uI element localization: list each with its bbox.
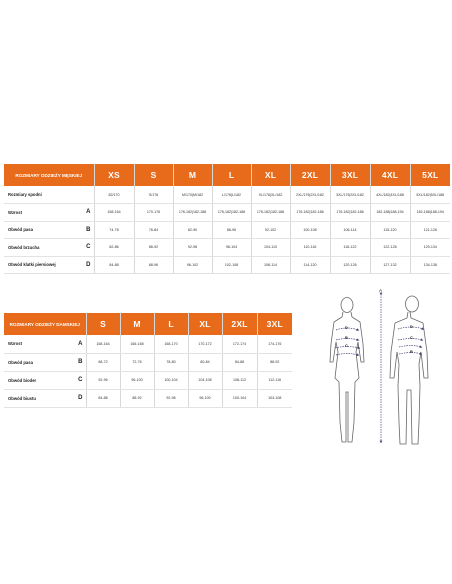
table-cell: 3XL/176|3XL/182 — [330, 186, 370, 204]
table-cell: 84-88 — [222, 353, 257, 371]
table-row — [4, 239, 450, 257]
table-cell: 5XL/182|5XL/188 — [410, 186, 450, 204]
women-table-title: ROZMIARY ODZIEŻY DAMSKIEJ — [4, 313, 86, 335]
table-row — [4, 335, 292, 353]
table-cell: 104-110 — [251, 239, 290, 257]
table-cell: 84-88 — [94, 256, 134, 274]
table-cell: 82-90 — [173, 221, 212, 239]
table-cell: M/170|M/182 — [173, 186, 212, 204]
table-cell: 108-112 — [222, 371, 257, 389]
table-cell: 76-84 — [134, 221, 173, 239]
table-cell: 158-164 — [94, 204, 134, 222]
table-cell: 170-172 — [188, 335, 222, 353]
table-row — [4, 221, 450, 239]
men-table-title: ROZMIARY ODZIEŻY MĘSKIEJ — [4, 164, 94, 186]
table-cell: 168-170 — [154, 335, 188, 353]
table-cell: 100-108 — [290, 221, 330, 239]
table-cell: 100-104 — [222, 389, 257, 407]
table-cell: S/176 — [134, 186, 173, 204]
row-label: Obwód pasa — [4, 221, 86, 239]
table-cell: 116-122 — [330, 239, 370, 257]
table-row — [4, 204, 450, 222]
row-label: Rozmiary spodni — [4, 186, 86, 204]
women-size-table — [4, 313, 292, 408]
row-code — [86, 186, 94, 204]
row-code: A — [86, 204, 94, 222]
table-cell: 121-126 — [410, 221, 450, 239]
table-cell: 170-176 — [134, 204, 173, 222]
table-cell: 80-84 — [188, 353, 222, 371]
men-size-table — [4, 164, 450, 274]
table-cell: 82/170 — [94, 186, 134, 204]
table-cell: 182-188|188-194 — [370, 204, 410, 222]
men-size-header: XS — [94, 164, 134, 186]
table-cell: 84-88 — [86, 389, 120, 407]
men-size-header: 2XL — [290, 164, 330, 186]
table-cell: 92-102 — [251, 221, 290, 239]
table-cell: 104-108 — [257, 389, 292, 407]
table-cell: 86-92 — [134, 239, 173, 257]
table-cell: 92-96 — [154, 389, 188, 407]
table-row — [4, 353, 292, 371]
table-cell: 96-102 — [173, 256, 212, 274]
table-cell: 72-76 — [120, 353, 154, 371]
table-cell: 92-96 — [86, 371, 120, 389]
women-size-header: 2XL — [222, 313, 257, 335]
table-cell: 88-92 — [257, 353, 292, 371]
table-cell: 88-96 — [134, 256, 173, 274]
men-size-header: 4XL — [370, 164, 410, 186]
women-size-header: M — [120, 313, 154, 335]
table-cell: 176-182|182-188 — [212, 204, 251, 222]
men-size-header: S — [134, 164, 173, 186]
women-size-header: L — [154, 313, 188, 335]
table-row — [4, 186, 450, 204]
table-cell: 172-174 — [222, 335, 257, 353]
table-cell: 114-120 — [290, 256, 330, 274]
label-d: D — [410, 324, 413, 329]
table-cell: 127-132 — [370, 256, 410, 274]
row-code: A — [78, 335, 86, 353]
men-size-header: 3XL — [330, 164, 370, 186]
table-row — [4, 256, 450, 274]
table-cell: 176-182|182-188 — [173, 204, 212, 222]
label-b: B — [410, 349, 413, 354]
row-label: Obwód biustu — [4, 389, 78, 407]
table-cell: 129-134 — [410, 239, 450, 257]
row-label: Obwód brzucha — [4, 239, 86, 257]
row-label: Obwód bioder — [4, 371, 78, 389]
table-cell: 2XL/176|2XL/182 — [290, 186, 330, 204]
table-cell: 115-120 — [370, 221, 410, 239]
table-cell: 82-86 — [94, 239, 134, 257]
table-cell: 104-108 — [188, 371, 222, 389]
label-c: C — [345, 343, 348, 348]
row-label: Wzrost — [4, 204, 86, 222]
row-label: Wzrost — [4, 335, 78, 353]
table-cell: 110-116 — [290, 239, 330, 257]
table-cell: 98-104 — [212, 239, 251, 257]
row-code: B — [86, 221, 94, 239]
table-cell: 96-100 — [188, 389, 222, 407]
table-cell: 100-104 — [154, 371, 188, 389]
table-cell: 4XL/182|4XL/188 — [370, 186, 410, 204]
table-cell: 106-114 — [330, 221, 370, 239]
table-row — [4, 371, 292, 389]
row-code: D — [86, 256, 94, 274]
table-cell: 102-108 — [212, 256, 251, 274]
table-cell: L/176|L/182 — [212, 186, 251, 204]
women-size-header: 3XL — [257, 313, 292, 335]
table-cell: 88-92 — [120, 389, 154, 407]
table-cell: 166-168 — [120, 335, 154, 353]
table-cell: 176-182|182-188 — [330, 204, 370, 222]
row-label: Obwód pasa — [4, 353, 78, 371]
label-b: B — [345, 335, 348, 340]
table-cell: 176-182|182-188 — [251, 204, 290, 222]
men-size-header: XL — [251, 164, 290, 186]
label-d: D — [345, 325, 348, 330]
table-cell: 174-176 — [257, 335, 292, 353]
male-silhouette-icon — [390, 296, 428, 444]
women-size-header: XL — [188, 313, 222, 335]
table-cell: 78-80 — [154, 353, 188, 371]
table-cell: 182-188|188-194 — [410, 204, 450, 222]
table-cell: 134-138 — [410, 256, 450, 274]
row-code: B — [78, 353, 86, 371]
row-label: Obwód klatki piersiowej — [4, 256, 86, 274]
table-cell: 112-116 — [257, 371, 292, 389]
table-cell: 88-96 — [212, 221, 251, 239]
table-cell: 68-72 — [86, 353, 120, 371]
table-cell: 92-98 — [173, 239, 212, 257]
table-cell: 158-164 — [86, 335, 120, 353]
body-measurement-diagram — [322, 282, 452, 452]
table-cell: 96-100 — [120, 371, 154, 389]
row-code: C — [78, 371, 86, 389]
women-size-header: S — [86, 313, 120, 335]
men-size-header: M — [173, 164, 212, 186]
table-cell: 122-128 — [370, 239, 410, 257]
label-c: C — [410, 335, 413, 340]
table-cell: XL/176|XL/182 — [251, 186, 290, 204]
men-size-header: L — [212, 164, 251, 186]
men-size-header: 5XL — [410, 164, 450, 186]
table-cell: 74-78 — [94, 221, 134, 239]
table-row — [4, 389, 292, 407]
label-a: A — [379, 288, 383, 293]
female-silhouette-icon — [330, 298, 364, 443]
table-cell: 176-182|182-188 — [290, 204, 330, 222]
table-cell: 120-126 — [330, 256, 370, 274]
row-code: C — [86, 239, 94, 257]
row-code: D — [78, 389, 86, 407]
table-cell: 108-114 — [251, 256, 290, 274]
